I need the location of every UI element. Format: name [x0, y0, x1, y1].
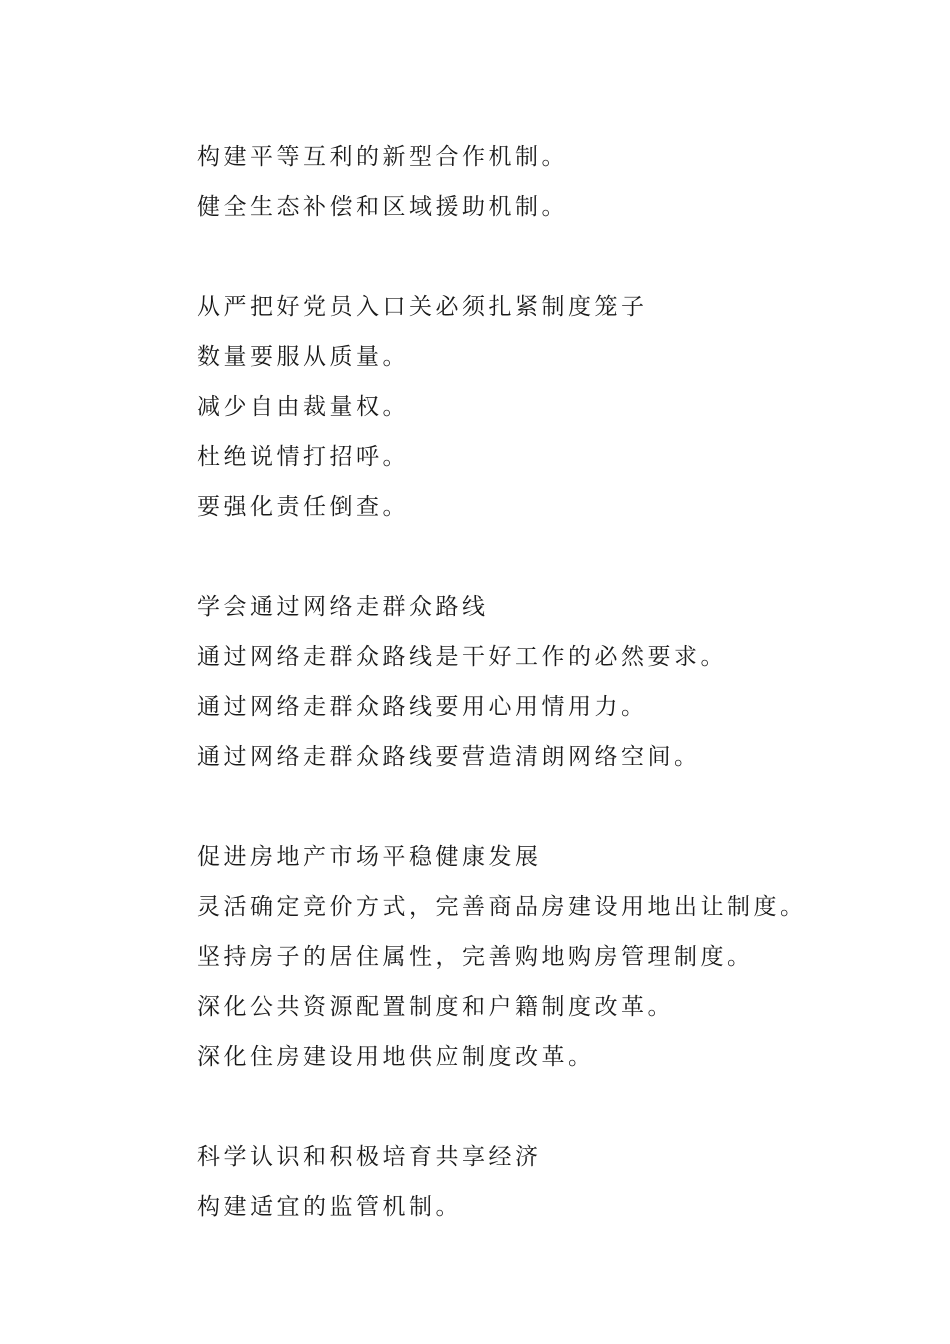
text-line: 杜绝说情打招呼。: [197, 444, 409, 470]
paragraph-gap: [197, 1082, 897, 1132]
text-line: 构建适宜的监管机制。: [197, 1194, 462, 1220]
text-line: 通过网络走群众路线是干好工作的必然要求。: [197, 644, 727, 670]
text-line: 健全生态补偿和区域援助机制。: [197, 194, 568, 220]
section-heading: 促进房地产市场平稳健康发展: [197, 844, 542, 870]
text-line: 深化住房建设用地供应制度改革。: [197, 1044, 595, 1070]
text-line: 减少自由裁量权。: [197, 394, 409, 420]
paragraph-gap: [197, 532, 897, 582]
document-body: [197, 132, 897, 1232]
text-line: 数量要服从质量。: [197, 344, 409, 370]
text-line: 通过网络走群众路线要营造清朗网络空间。: [197, 744, 701, 770]
paragraph-gap: [197, 232, 897, 282]
text-line: 灵活确定竞价方式，完善商品房建设用地出让制度。: [197, 894, 807, 920]
text-line: 坚持房子的居住属性，完善购地购房管理制度。: [197, 944, 754, 970]
section-heading: 学会通过网络走群众路线: [197, 594, 489, 620]
text-line: 要强化责任倒查。: [197, 494, 409, 520]
section-heading: 科学认识和积极培育共享经济: [197, 1144, 542, 1170]
text-line: 构建平等互利的新型合作机制。: [197, 144, 568, 170]
section-heading: 从严把好党员入口关必须扎紧制度笼子: [197, 294, 648, 320]
paragraph-gap: [197, 782, 897, 832]
text-line: 深化公共资源配置制度和户籍制度改革。: [197, 994, 674, 1020]
text-line: 通过网络走群众路线要用心用情用力。: [197, 694, 648, 720]
